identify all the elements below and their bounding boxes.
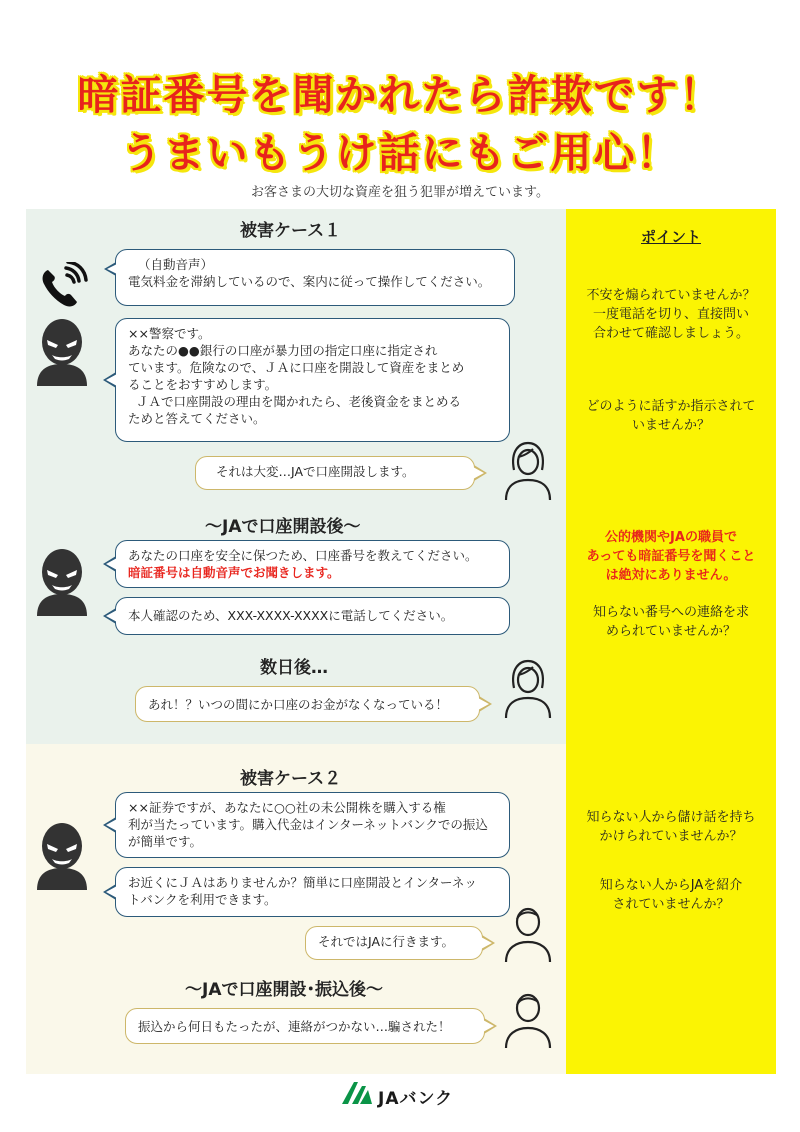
point-item xyxy=(566,876,776,914)
go-to-ja-bubble xyxy=(305,926,483,960)
ja-recommend-bubble xyxy=(115,867,510,917)
bubble-line: 電気料金を滞納しているので、案内に従って操作してください。 xyxy=(128,274,491,289)
main-title-line-1: 暗証番号を聞かれたら詐欺です！ xyxy=(77,71,723,119)
point-line: 知らない人からJAを紹介 xyxy=(599,878,743,893)
point-line: どのように話すか指示されて xyxy=(586,399,756,414)
point-line: いませんか？ xyxy=(631,418,710,433)
main-title-line-2: うまいもうけ話にもご用心！ xyxy=(120,129,680,177)
point-line: は絶対にありません。 xyxy=(605,568,737,583)
call-request-bubble xyxy=(115,597,510,635)
masked-scammer-icon xyxy=(33,822,91,890)
auto-voice-bubble xyxy=(115,249,515,306)
case1-heading: 被害ケース１ xyxy=(240,221,342,241)
point-item xyxy=(566,286,776,343)
victim-reply-bubble xyxy=(195,456,475,490)
point-line: 知らない人から儲け話を持ち xyxy=(586,810,756,825)
deceived-bubble xyxy=(125,1008,485,1044)
woman-outline-icon xyxy=(500,440,556,502)
point-line: あっても暗証番号を聞くこと xyxy=(586,549,756,564)
point-line: かけられていませんか？ xyxy=(599,829,743,844)
bubble-line: （自動音声） xyxy=(138,257,214,272)
point-item xyxy=(566,808,776,846)
point-line: 知らない番号への連絡を求 xyxy=(592,605,749,620)
case1-after-heading: ～JAで口座開設後～ xyxy=(205,517,361,537)
point-item-warning xyxy=(566,528,776,585)
bubble-line: ××証券ですが、あなたに○○社の未公開株を購入する権 xyxy=(128,800,446,815)
masked-scammer-icon xyxy=(33,318,91,386)
masked-scammer-icon xyxy=(33,548,91,616)
police-bubble xyxy=(115,318,510,442)
bubble-line: それではJAに行きます。 xyxy=(318,934,455,949)
point-line: されていませんか？ xyxy=(612,897,730,912)
woman-outline-icon xyxy=(500,658,556,720)
bubble-line: ています。危険なので、ＪＡに口座を開設して資産をまとめ xyxy=(128,360,465,375)
bubble-line: 本人確認のため、XXX-XXXX-XXXXに電話してください。 xyxy=(128,608,454,623)
ja-logo-icon xyxy=(340,1080,376,1106)
point-item xyxy=(566,397,776,435)
bubble-line: トバンクを利用できます。 xyxy=(128,892,277,907)
points-title: ポイント xyxy=(640,228,701,246)
ja-bank-logo-text: JAバンク xyxy=(378,1089,454,1109)
bubble-line: あれ！？いつの間にか口座のお金がなくなっている！ xyxy=(148,697,449,712)
bubble-line: あなたの口座を安全に保つため、口座番号を教えてください。 xyxy=(128,548,478,563)
bubble-line: ××警察です。 xyxy=(128,326,211,341)
bubble-red-line: 暗証番号は自動音声でお聞きします。 xyxy=(128,565,340,580)
point-line: 不安を煽られていませんか？ xyxy=(586,288,756,303)
days-later-heading: 数日後… xyxy=(260,658,328,678)
bubble-line: ためと答えてください。 xyxy=(128,411,266,426)
money-gone-bubble xyxy=(135,686,480,722)
bubble-line: それは大変…JAで口座開設します。 xyxy=(216,464,415,479)
case2-heading: 被害ケース２ xyxy=(240,769,342,789)
point-line: 合わせて確認しましょう。 xyxy=(592,326,749,341)
man-outline-icon xyxy=(500,990,556,1050)
pin-request-bubble xyxy=(115,540,510,588)
securities-bubble xyxy=(115,792,510,858)
bubble-line: 振込から何日もたったが、連絡がつかない…騙された！ xyxy=(138,1019,451,1034)
bubble-line: あなたの●●銀行の口座が暴力団の指定口座に指定され xyxy=(128,343,438,358)
subtitle: お客さまの大切な資産を狙う犯罪が増えています。 xyxy=(251,185,549,200)
man-outline-icon xyxy=(500,904,556,964)
bubble-line: ＪＡで口座開設の理由を聞かれたら、老後資金をまとめる xyxy=(136,394,462,409)
bubble-line: が簡単です。 xyxy=(128,834,203,849)
phone-ringing-icon xyxy=(38,262,90,310)
point-item xyxy=(566,603,776,641)
case2-after-heading: ～JAで口座開設･振込後～ xyxy=(185,980,383,1000)
point-line: 公的機関やJAの職員で xyxy=(605,530,737,545)
point-line: 一度電話を切り、直接問い xyxy=(592,307,749,322)
bubble-line: 利が当たっています。購入代金はインターネットバンクでの振込 xyxy=(128,817,488,832)
bubble-line: ることをおすすめします。 xyxy=(128,377,278,392)
point-line: められていませんか？ xyxy=(605,624,736,639)
bubble-line: お近くにＪＡはありませんか？簡単に口座開設とインターネッ xyxy=(128,875,477,890)
